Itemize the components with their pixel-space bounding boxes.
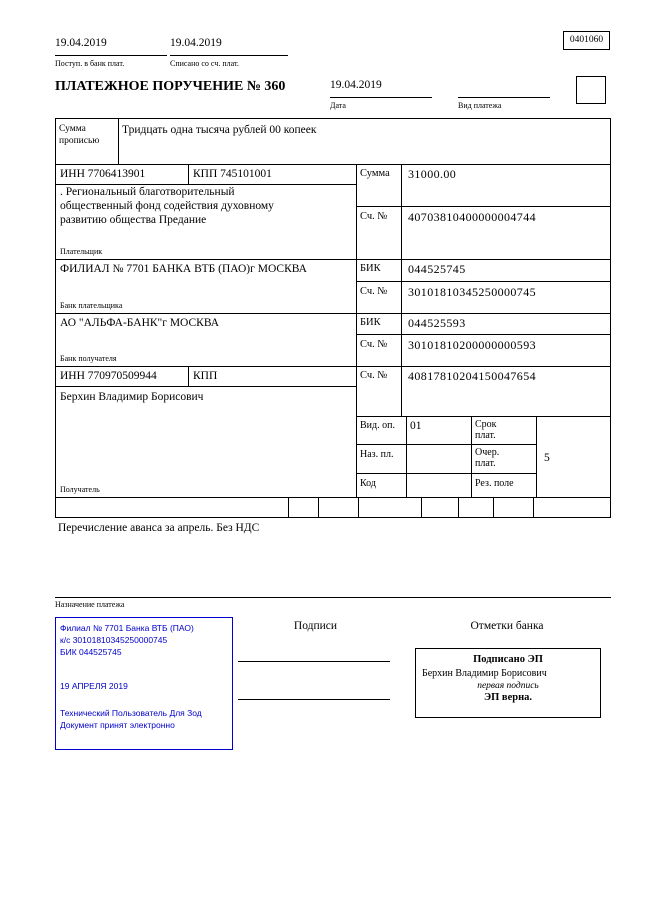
payer-bank-name: ФИЛИАЛ № 7701 БАНКА ВТБ (ПАО)г МОСКВА: [60, 263, 307, 275]
date-debited-field: 19.04.2019: [170, 36, 288, 56]
grid-line: [56, 259, 610, 260]
stamp-note: Документ принят электронно: [60, 720, 175, 730]
stamp-corr-account: к/с 30101810345250000745: [60, 635, 168, 645]
signature-line-1: [238, 640, 390, 662]
payer-kpp: КПП 745101001: [193, 168, 272, 180]
purpose-underline: [55, 597, 611, 598]
payment-table: [55, 118, 611, 498]
grid-line: [356, 444, 536, 445]
payee-account-label: Сч. №: [360, 370, 388, 381]
signatures-heading: Подписи: [293, 620, 338, 632]
grid-line: [188, 164, 189, 184]
stamp-bik: БИК 044525745: [60, 647, 122, 657]
grid-line: [56, 366, 610, 367]
pay-purpose-code-label: Наз. пл.: [360, 449, 394, 460]
pay-order-value: 5: [544, 452, 550, 464]
date-received-label: Поступ. в банк плат.: [55, 59, 125, 68]
payment-purpose-text: Перечисление аванса за апрель. Без НДС: [58, 522, 260, 534]
payee-bank-bik-label: БИК: [360, 317, 381, 328]
payee-label: Получатель: [60, 485, 100, 494]
tax-fields-row: [55, 498, 611, 518]
esign-box: [415, 648, 601, 718]
date-received-field: 19.04.2019: [55, 36, 167, 56]
stamp-date: 19 АПРЕЛЯ 2019: [60, 681, 128, 691]
form-code-box: 0401060: [563, 31, 610, 50]
payment-type-field: [458, 78, 550, 98]
payee-bank-account-value: 30101810200000000593: [408, 338, 536, 352]
payee-inn: ИНН 770970509944: [60, 370, 157, 382]
grid-line: [188, 366, 189, 386]
stamp-bank-name: Филиал № 7701 Банка ВТБ (ПАО): [60, 623, 194, 633]
payment-purpose-label: Назначение платежа: [55, 600, 125, 609]
esign-status: ЭП верна.: [483, 692, 532, 703]
amount-words-label: Сумма прописью: [59, 124, 100, 146]
grid-line: [458, 498, 459, 517]
op-type-label: Вид. оп.: [360, 420, 395, 431]
grid-line: [406, 416, 407, 497]
sum-value: 31000.00: [408, 167, 457, 181]
op-type-value: 01: [410, 420, 422, 432]
payment-type-label: Вид платежа: [458, 101, 502, 110]
payee-bank-account-label: Сч. №: [360, 339, 388, 350]
payer-name: . Региональный благотворительный общественный фонд содействия духовному развитию общества Предание: [60, 186, 274, 226]
grid-line: [56, 386, 356, 387]
payer-bank-label: Банк плательщика: [60, 301, 123, 310]
grid-line: [471, 416, 472, 497]
payee-bank-label: Банк получателя: [60, 354, 117, 363]
payer-account-label: Сч. №: [360, 211, 388, 222]
esign-title: Подписано ЭП: [473, 654, 543, 665]
grid-line: [401, 164, 402, 416]
grid-line: [533, 498, 534, 517]
payee-kpp: КПП: [193, 370, 218, 382]
amount-words-value: Тридцать одна тысяча рублей 00 копеек: [122, 124, 317, 136]
document-title: ПЛАТЕЖНОЕ ПОРУЧЕНИЕ № 360: [55, 79, 286, 94]
document-date-label: Дата: [330, 101, 346, 110]
stamp-user: Технический Пользователь Для Зод: [60, 708, 202, 718]
grid-line: [288, 498, 289, 517]
payer-account-value: 40703810400000004744: [408, 210, 536, 224]
bank-marks-heading: Отметки банка: [470, 620, 544, 632]
date-debited-label: Списано со сч. плат.: [170, 59, 239, 68]
payer-bank-account-value: 30101810345250000745: [408, 285, 536, 299]
grid-line: [118, 119, 119, 164]
pay-order-label: Очер. плат.: [475, 447, 500, 469]
bank-stamp-box: [55, 617, 233, 750]
grid-line: [318, 498, 319, 517]
grid-line: [356, 206, 610, 207]
esign-name: Берхин Владимир Борисович: [422, 668, 547, 679]
payee-name: Берхин Владимир Борисович: [60, 391, 204, 403]
grid-line: [356, 164, 357, 497]
grid-line: [356, 416, 610, 417]
grid-line: [56, 313, 610, 314]
reserve-field-label: Рез. поле: [475, 478, 514, 489]
payee-bank-bik-value: 044525593: [408, 316, 466, 330]
payer-label: Плательщик: [60, 247, 103, 256]
grid-line: [536, 416, 537, 497]
sum-label: Сумма: [360, 168, 390, 179]
grid-line: [493, 498, 494, 517]
payee-account-value: 40817810204150047654: [408, 369, 536, 383]
grid-line: [358, 498, 359, 517]
payer-bank-bik-value: 044525745: [408, 262, 466, 276]
payee-bank-name: АО "АЛЬФА-БАНК"г МОСКВА: [60, 317, 220, 329]
document-date-field: 19.04.2019: [330, 78, 432, 98]
grid-line: [421, 498, 422, 517]
grid-line: [356, 281, 610, 282]
code-label: Код: [360, 478, 376, 489]
esign-subtitle: первая подпись: [477, 681, 539, 691]
grid-line: [356, 473, 536, 474]
grid-line: [56, 164, 610, 165]
payer-inn: ИНН 7706413901: [60, 168, 146, 180]
grid-line: [356, 334, 610, 335]
title-small-box: [576, 76, 606, 104]
pay-term-label: Срок плат.: [475, 419, 497, 441]
signature-line-2: [238, 678, 390, 700]
payer-bank-bik-label: БИК: [360, 263, 381, 274]
payer-bank-account-label: Сч. №: [360, 286, 388, 297]
